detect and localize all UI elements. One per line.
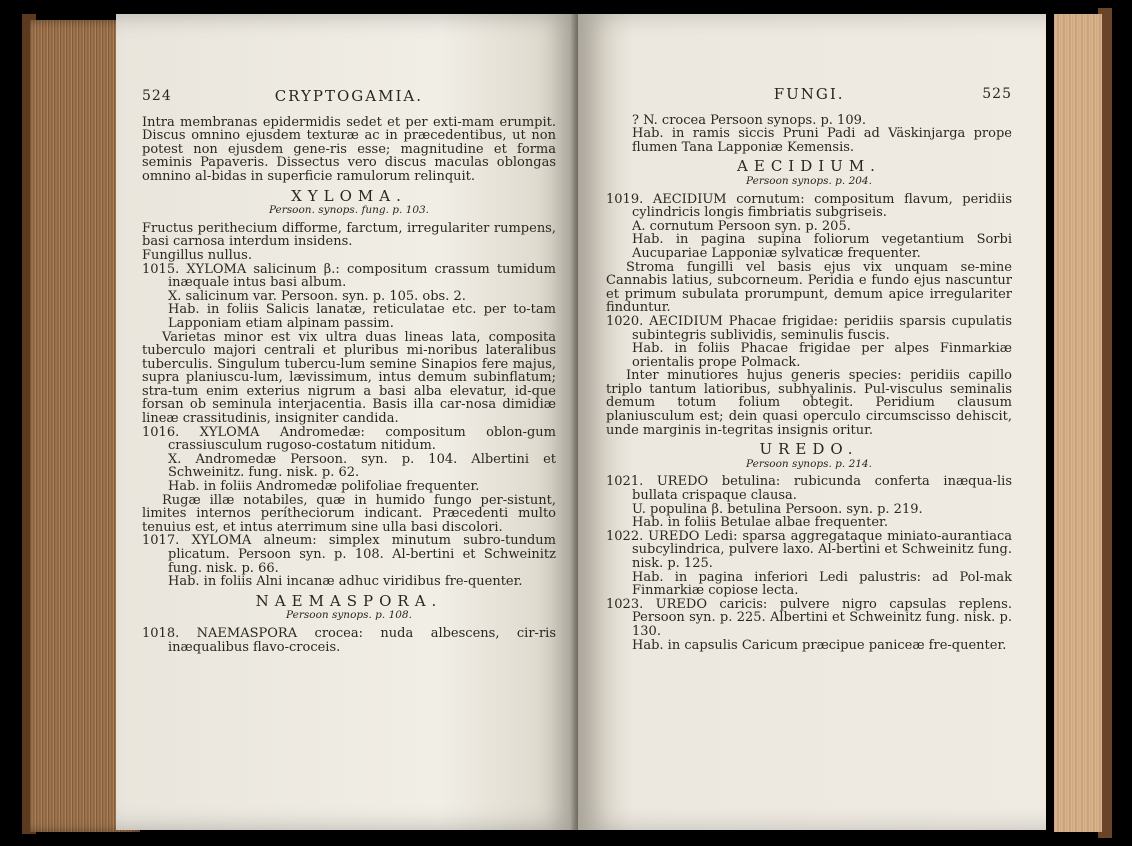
paragraph: Fungillus nullus.: [142, 247, 252, 263]
genus-heading: NAEMASPORA.: [255, 591, 443, 610]
species-detail: U. populina β. betulina Persoon. syn. p. 219.: [632, 501, 923, 517]
left-running-head: CRYPTOGAMIA.: [274, 87, 424, 105]
species-detail: Hab. in foliis Andromedæ polifoliae frequenter.: [168, 479, 480, 495]
species-detail: Hab. in foliis Betulae albae frequenter.: [632, 515, 888, 531]
genus-heading: XYLOMA.: [291, 186, 407, 205]
paragraph: Stroma fungilli vel basis ejus vix unquam se-mine Cannabis latius, subcorneum. Peridia e fundo ejus nascuntur et primum subulata prorumpunt, demum apice irregulariter finduntur.: [606, 259, 1012, 316]
left-page-text: [142, 87, 556, 655]
species-entry: 1021. UREDO betulina: rubicunda conferta inæqua-lis bullata crispaque clausa.: [606, 474, 1012, 504]
genus-reference: Persoon synops. p. 214.: [746, 457, 872, 470]
genus-reference: Persoon synops. p. 204.: [746, 174, 872, 187]
species-entry: 1017. XYLOMA alneum: simplex minutum subro-tundum plicatum. Persoon syn. p. 108. Al-bertini et Schweinitz fung. nisk. p. 66.: [142, 533, 556, 576]
species-detail: Hab. in pagina inferiori Ledi palustris: ad Pol-mak Finmarkiæ copiose lecta.: [632, 569, 1012, 599]
genus-reference: Persoon. synops. fung. p. 103.: [268, 204, 430, 217]
left-running-header: [142, 87, 556, 105]
paragraph: Rugæ illæ notabiles, quæ in humido fungo per-sistunt, limites internos perítheciorum indicant. Præcedenti multo tenuius est, et intus aterrimum sine ulla basi discolori.: [142, 492, 556, 535]
species-detail: A. cornutum Persoon syn. p. 205.: [632, 218, 851, 234]
paragraph: Fructus perithecium difforme, farctum, irregulariter rumpens, basi carnosa interdum insidens.: [142, 220, 556, 250]
species-entry: 1020. AECIDIUM Phacae frigidae: peridiis sparsis cupulatis subintegris sublividis, seminulis fuscis.: [606, 313, 1012, 343]
species-entry: 1019. AECIDIUM cornutum: compositum flavum, peridiis cylindricis longis fimbriatis subgriseis.: [606, 191, 1012, 221]
page-edges-right: [1054, 14, 1102, 832]
species-entry: 1023. UREDO caricis: pulvere nigro capsulas replens. Persoon syn. p. 225. Albertini et Schweinitz fung. nisk. p. 130.: [606, 596, 1012, 639]
species-detail: Hab. in pagina supina foliorum vegetantium Sorbi Aucupariae Lapponiæ sylvaticæ frequenter.: [632, 232, 1012, 261]
species-detail: Hab. in foliis Alni incanæ adhuc viridibus fre-quenter.: [168, 574, 523, 590]
species-detail: Hab. in ramis siccis Pruni Padi ad Väskinjarga prope flumen Tana Lapponiæ Kemensis.: [632, 126, 1012, 155]
species-entry: 1018. NAEMASPORA crocea: nuda albescens, cir-ris inæqualibus flavo-croceis.: [142, 625, 556, 655]
open-book: [22, 8, 1112, 838]
species-detail: Hab. in foliis Phacae frigidae per alpes Finmarkiæ orientalis prope Polmack.: [632, 341, 1012, 370]
species-detail: X. salicinum var. Persoon. syn. p. 105. obs. 2.: [168, 288, 466, 304]
paragraph: Intra membranas epidermidis sedet et per exti-mam erumpit. Discus omnino ejusdem texturæ ac in præcedentibus, ut non potest non ejusdem gene-ris esse; magnitudine et forma seminis Papaveris. Dissectus vero discus maculas oblongas omnino al-bidas in superficie ramulorum relinquit.: [142, 114, 556, 184]
left-page-body: [142, 116, 556, 655]
genus-heading: AECIDIUM.: [737, 157, 881, 176]
right-running-head: FUNGI.: [773, 85, 845, 103]
species-detail: Hab. in foliis Salicis lanatæ, reticulatae etc. per to-tam Lapponiam etiam alpinam passim.: [168, 302, 556, 331]
genus-reference: Persoon synops. p. 108.: [286, 609, 412, 622]
right-page-number: 525: [982, 86, 1012, 102]
species-detail: ? N. crocea Persoon synops. p. 109.: [632, 112, 866, 128]
right-running-header: [606, 85, 1012, 103]
species-entry: 1016. XYLOMA Andromedæ: compositum oblon-gum crassiusculum rugoso-costatum nitidum.: [142, 424, 556, 454]
right-page: [578, 14, 1046, 830]
paragraph: Inter minutiores hujus generis species: peridiis capillo triplo tantum latioribus, subhyalinis. Pul-visculus seminalis demum totum folium obtegit. Peridium clausum planiusculum est; dein quasi operculo circumscisso dehiscit, unde marginis in-tegritas insignis oritur.: [606, 368, 1012, 438]
left-page-number: 524: [142, 88, 172, 104]
right-page-body: [606, 114, 1012, 653]
left-page: [116, 14, 578, 830]
paragraph: Varietas minor est vix ultra duas lineas lata, composita tuberculo majori centrali et pluribus mi-noribus lateralibus tuberculis. Singulum tubercu-lum semine Sinapios fere majus, supra planiuscu-lum, lævissimum, intus demum subinflatum; stra-tum enim exterius nigrum a basi alba elevatur, id-que forsan ob seminula interjacentia. Basis illa car-nosa dimidiæ lineæ crassitudinis, insigniter candida.: [142, 329, 556, 427]
genus-heading: UREDO.: [759, 440, 859, 459]
species-detail: Hab. in capsulis Caricum præcipue paniceæ fre-quenter.: [632, 637, 1007, 653]
species-entry: 1022. UREDO Ledi: sparsa aggregataque miniato-aurantiaca subcylindrica, pulvere laxo. Al-bertini et Schweinitz fung. nisk. p. 125.: [606, 528, 1012, 571]
species-detail: X. Andromedæ Persoon. syn. p. 104. Albertini et Schweinitz. fung. nisk. p. 62.: [168, 451, 556, 481]
right-page-text: [606, 85, 1012, 653]
species-entry: 1015. XYLOMA salicinum β.: compositum crassum tumidum inæquale intus basi album.: [142, 261, 556, 291]
